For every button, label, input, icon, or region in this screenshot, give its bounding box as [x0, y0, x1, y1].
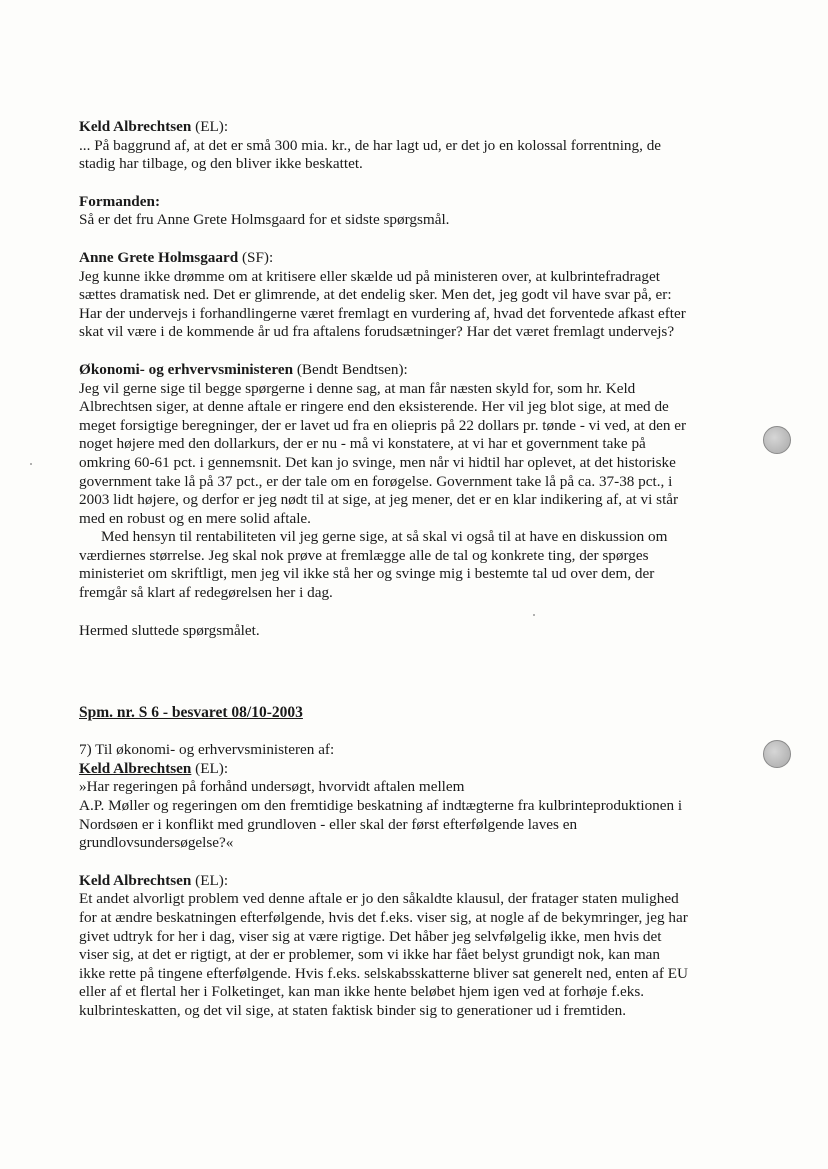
- text-line: Har der undervejs i forhandlingerne været fremlagt en vurdering af, hvad det forventede afkast efter: [79, 304, 686, 322]
- speaker-role: (EL):: [195, 118, 229, 135]
- text-line: viser sig, at det er rigtigt, at der er problemer, som vi ikke har fået belyst grundigt nok, kan man: [79, 946, 660, 964]
- scan-speck: [30, 463, 32, 465]
- text-line: værdiernes størrelse. Jeg skal nok prøve at fremlægge alle de tal og konkrete ting, der spørges: [79, 546, 649, 564]
- document-page: [79, 118, 769, 1040]
- speech-block: [79, 118, 769, 174]
- speaker-name: Anne Grete Holmsgaard: [79, 248, 239, 266]
- question-asker: Keld Albrechtsen: [79, 759, 192, 777]
- question-heading: Spm. nr. S 6 - besvaret 08/10-2003: [79, 704, 303, 722]
- text-line: eller af et flertal her i Folketinget, kan man ikke hente beløbet hjem igen ved at forhøje f.eks.: [79, 983, 645, 1001]
- text-line: stadig har tilbage, og den bliver ikke beskattet.: [79, 155, 363, 173]
- text-line: »Har regeringen på forhånd undersøgt, hvorvidt aftalen mellem: [79, 778, 465, 796]
- speaker-role: (Bendt Bendtsen):: [296, 360, 408, 378]
- text-line: Med hensyn til rentabiliteten vil jeg gerne sige, at så skal vi også til at have en diskussion om: [101, 528, 668, 546]
- text-line: fremgår så klart af redegørelsen her i dag.: [79, 584, 333, 602]
- text-line: ministeriet om skriftligt, men jeg vil ikke stå her og svinge mig i bestemte tal ud over dem, der: [79, 565, 655, 583]
- speaker-name: Økonomi- og erhvervsministeren: [79, 360, 294, 378]
- closing-note: [79, 622, 769, 641]
- text-line: meget forsigtige beregninger, der er lavet ud fra en oliepris på 22 dollars pr. tønde - vi ved, at den er: [79, 416, 687, 434]
- text-line: Albrechtsen siger, at denne aftale er ringere end den eksisterende. Her vil jeg blot sige, at med de: [79, 398, 669, 416]
- text-line: Nordsøen er i konflikt med grundloven - eller skal der først efterfølgende laves en: [79, 815, 578, 833]
- speech-block: [79, 872, 769, 1021]
- text-line: sættes dramatisk ned. Det er glimrende, at det endelig sker. Men det, jeg godt vil have svar på, er:: [79, 286, 672, 304]
- text-line: 2003 lidt højere, og derfor er jeg nødt til at sige, at jeg mener, det er en klar indikering af, at vi står: [79, 491, 679, 509]
- text-line: grundlovsundersøgelse?«: [79, 834, 234, 852]
- text-line: med en robust og en mere solid aftale.: [79, 509, 311, 527]
- text-line: for at ændre beskatningen efterfølgende, hvis det f.eks. viser sig, at nogle af de bekymringer, jeg har: [79, 909, 688, 926]
- speech-block: [79, 193, 769, 230]
- text-line: kulbrinteskatten, og det vil sige, at staten faktisk binder sig to generationer ud i fremtiden.: [79, 1001, 627, 1019]
- text-line: Et andet alvorligt problem ved denne aftale er jo den såkaldte klausul, der fratager staten mulighed: [79, 890, 679, 908]
- text-line: givet udtryk for her i dag, viser sig at være rigtige. Det håber jeg selvfølgelig ikke, men hvis det: [79, 927, 662, 945]
- text-line: omkring 60-61 pct. i gennemsnit. Det kan jo svinge, men når vi hidtil har oplevet, at det historiske: [79, 453, 676, 471]
- speaker-role: (EL):: [195, 759, 229, 777]
- text-line: government take lå på 37 pct., er der tale om en forøgelse. Government take lå på ca. 37-38 pct., i: [79, 472, 673, 490]
- text-line: noget højere med den dollarkurs, der er nu - må vi konstatere, at vi har et government take på: [79, 435, 646, 453]
- text-line: A.P. Møller og regeringen om den fremtidige beskatning af indtægterne fra kulbrinteproduktionen i: [79, 797, 683, 815]
- text-line: ikke rette på tingene efterfølgende. Hvis f.eks. selskabsskatterne bliver sat generelt ned, enten af EU: [79, 964, 688, 982]
- speech-block: [79, 249, 769, 342]
- text-line: ... På baggrund af, at det er små 300 mia. kr., de har lagt ud, er det jo en kolossal forrentning, de: [79, 136, 662, 154]
- speech-block: [79, 361, 769, 603]
- speaker-role: (SF):: [241, 248, 274, 266]
- question-block: [79, 741, 769, 853]
- question-intro: 7) Til økonomi- og erhvervsministeren af:: [79, 741, 335, 759]
- text-line: skat vil være i de kommende år ud fra aftalens forudsætninger? Har det været fremlagt undervejs?: [79, 323, 675, 341]
- text-line: Jeg kunne ikke drømme om at kritisere eller skælde ud på ministeren over, at kulbrintefradraget: [79, 267, 660, 285]
- speaker-name: Keld Albrechtsen: [79, 871, 192, 889]
- speaker-name: Formanden:: [79, 192, 160, 210]
- speaker-role: (EL):: [195, 871, 229, 889]
- text-line: Hermed sluttede spørgsmålet.: [79, 621, 260, 639]
- speaker-name: Keld Albrechtsen: [79, 118, 192, 135]
- text-line: Så er det fru Anne Grete Holmsgaard for et sidste spørgsmål.: [79, 211, 450, 229]
- text-line: Jeg vil gerne sige til begge spørgerne i denne sag, at man får næsten skyld for, som hr. Keld: [79, 379, 636, 397]
